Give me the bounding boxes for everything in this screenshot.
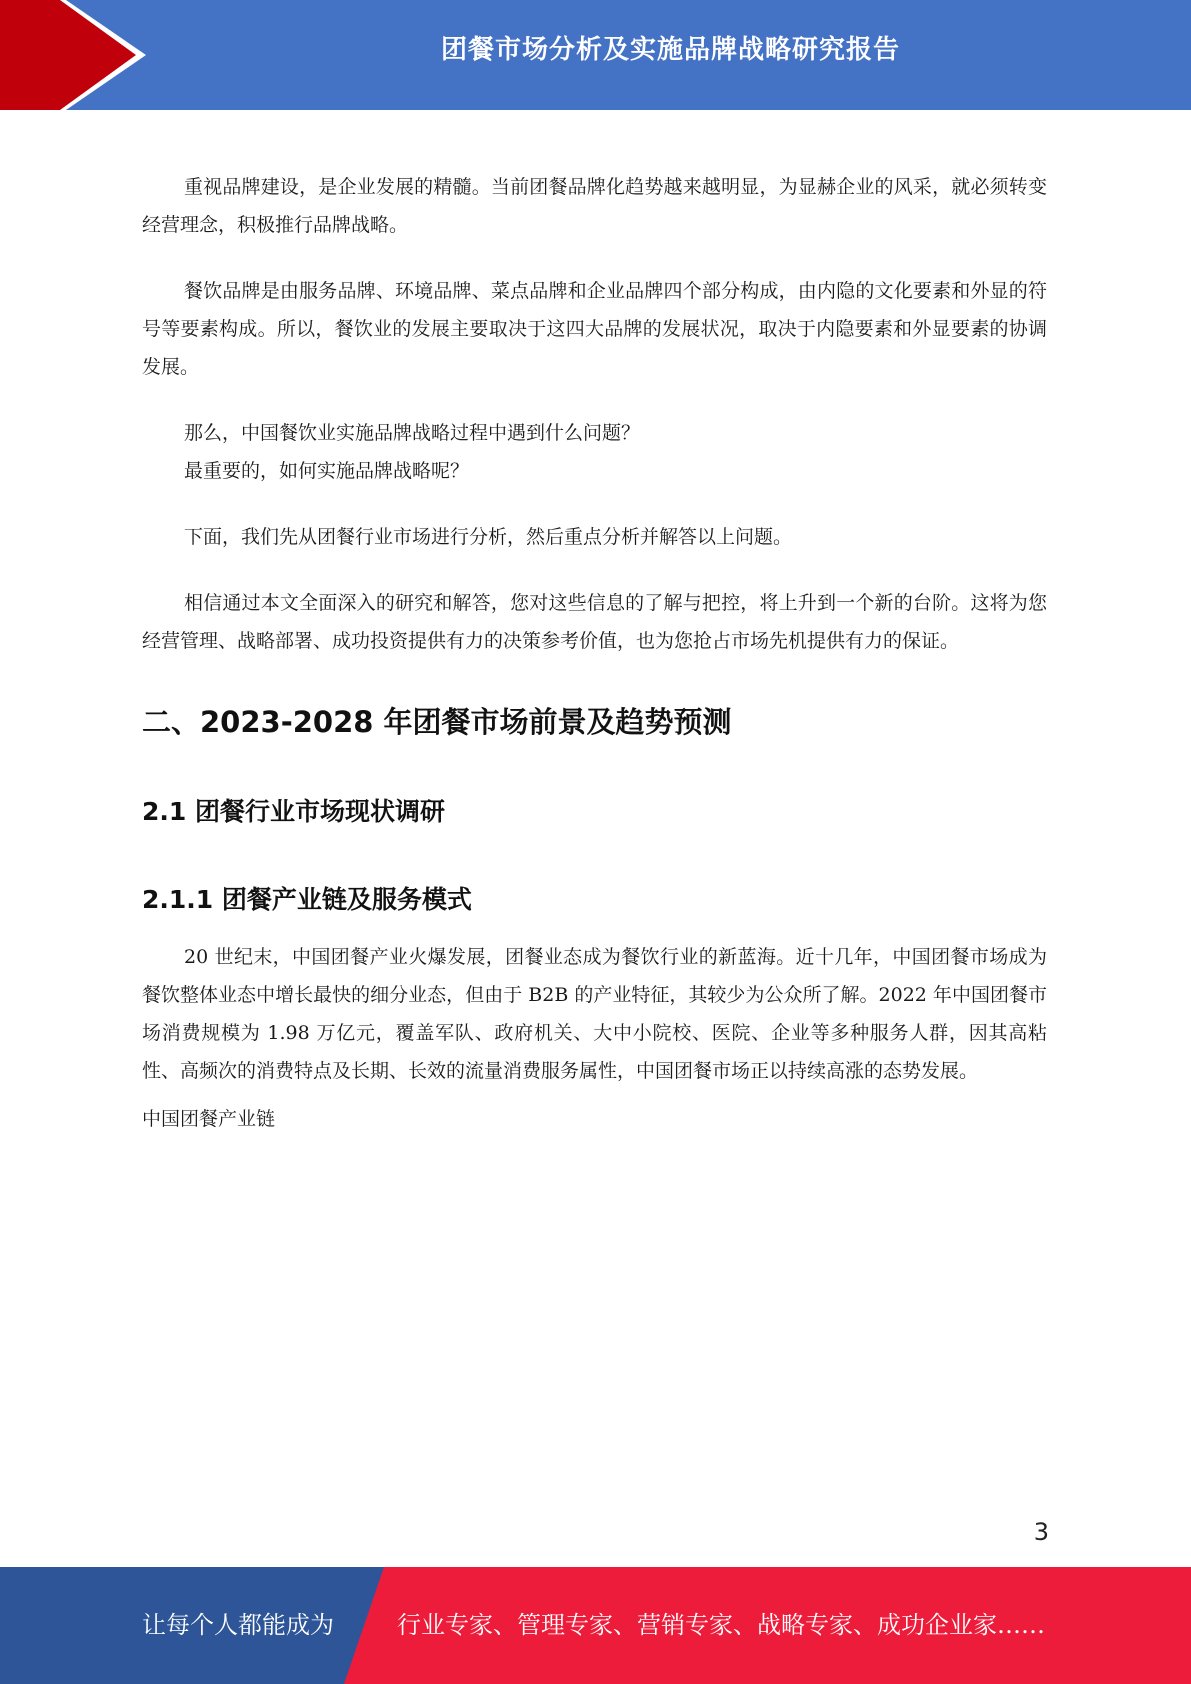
paragraph-intro-analysis: 下面，我们先从团餐行业市场进行分析，然后重点分析并解答以上问题。 — [184, 526, 793, 548]
question-how: 最重要的，如何实施品牌战略呢？ — [184, 460, 470, 482]
footer-slogan-left: 让每个人都能成为 — [142, 1611, 334, 1639]
footer-slogan-right: 行业专家、管理专家、营销专家、战略专家、成功企业家…… — [397, 1611, 1045, 1639]
page-footer — [0, 1567, 1191, 1684]
header-title: 团餐市场分析及实施品牌战略研究报告 — [440, 35, 900, 65]
figure-caption: 中国团餐产业链 — [142, 1108, 276, 1130]
page-header — [0, 0, 1191, 110]
paragraph-market-status: 20 世纪末，中国团餐产业火爆发展，团餐业态成为餐饮行业的新蓝海。近十几年，中国团餐市场成为餐饮整体业态中增长最快的细分业态，但由于 B2B 的产业特征，其较少为公众所了解。2022 年中国团餐市场消费规模为 1.98 万亿元，覆盖军队、政府机关、大中小院校、医院、企业等多种服务人群，因其高粘性、高频次的消费特点及长期、长效的流量消费服务属性，中国团餐市场正以持续高涨的态势发展。 — [142, 946, 1047, 1082]
paragraph-value: 相信通过本文全面深入的研究和解答，您对这些信息的了解与把控，将上升到一个新的台阶。这将为您经营管理、战略部署、成功投资提供有力的决策参考价值，也为您抢占市场先机提供有力的保证。 — [142, 592, 1047, 652]
document-body — [142, 168, 1047, 1138]
header-arrow-decoration — [0, 0, 160, 110]
section-heading: 二、2023-2028 年团餐市场前景及趋势预测 — [142, 705, 732, 739]
subsubsection-heading: 2.1.1 团餐产业链及服务模式 — [142, 885, 472, 914]
subsection-heading: 2.1 团餐行业市场现状调研 — [142, 797, 445, 826]
page-number: 3 — [1033, 1518, 1049, 1546]
paragraph-catering-brand: 餐饮品牌是由服务品牌、环境品牌、菜点品牌和企业品牌四个部分构成，由内隐的文化要素和外显的符号等要素构成。所以，餐饮业的发展主要取决于这四大品牌的发展状况，取决于内隐要素和外显要素的协调发展。 — [142, 280, 1047, 378]
question-problems: 那么，中国餐饮业实施品牌战略过程中遇到什么问题？ — [184, 422, 641, 444]
paragraph-brand-building: 重视品牌建设，是企业发展的精髓。当前团餐品牌化趋势越来越明显，为显赫企业的风采，就必须转变经营理念，积极推行品牌战略。 — [142, 176, 1047, 236]
